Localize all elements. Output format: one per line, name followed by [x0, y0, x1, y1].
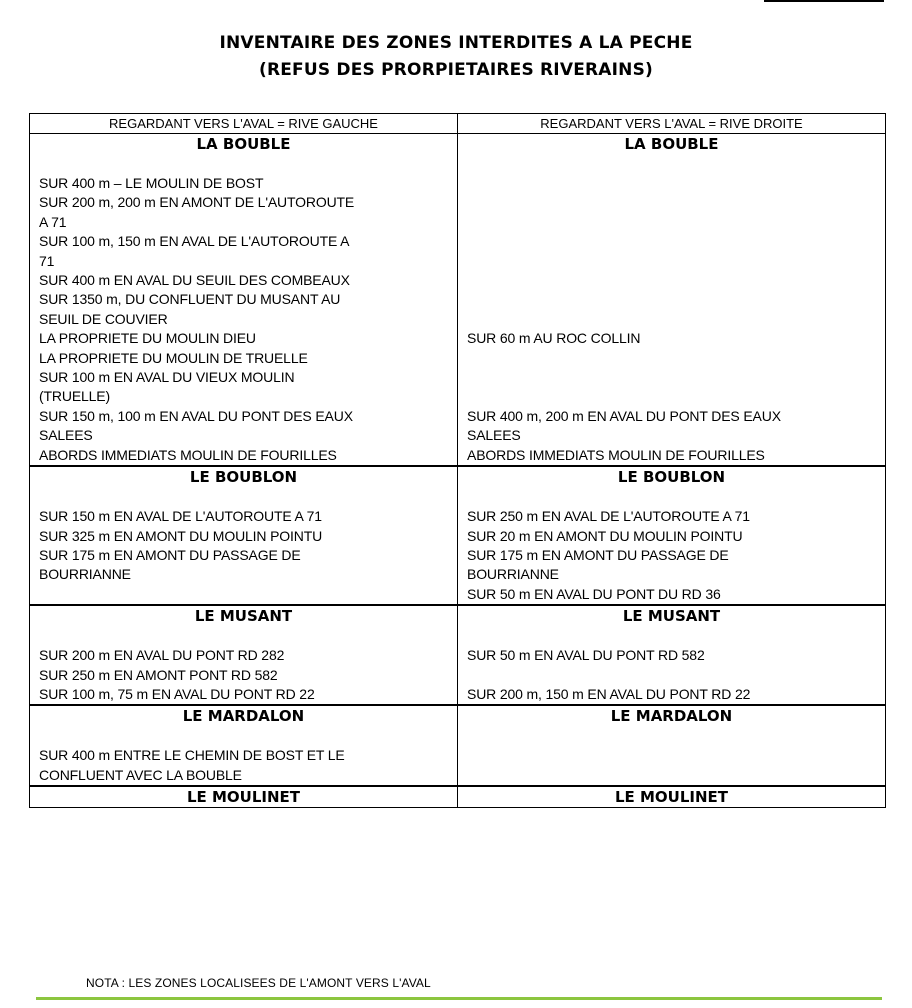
zone-line: LA PROPRIETE DU MOULIN DIEU: [39, 330, 256, 347]
river-spacer: [30, 626, 457, 646]
zone-line: SUR 400 m – LE MOULIN DE BOST: [39, 175, 264, 191]
zone-line: SUR 200 m, 150 m EN AVAL DU PONT RD 22: [467, 685, 751, 702]
zone-line: SUR 1350 m, DU CONFLUENT DU MUSANT AU: [39, 291, 341, 308]
river-cell-left: [30, 705, 458, 786]
zone-line: A 71: [39, 213, 67, 230]
zone-line: ABORDS IMMEDIATS MOULIN DE FOURILLES: [39, 446, 337, 463]
zone-line: SUR 100 m EN AVAL DU VIEUX MOULIN: [39, 369, 295, 386]
blank-line: [458, 368, 885, 387]
river-cell-right: [458, 705, 886, 786]
zone-line: SUR 400 m ENTRE LE CHEMIN DE BOST ET LE: [39, 747, 345, 764]
river-cell-left: [30, 134, 458, 467]
river-spacer: [458, 487, 885, 507]
section-row: [30, 605, 886, 705]
zone-line: ABORDS IMMEDIATS MOULIN DE FOURILLES: [467, 446, 765, 463]
zone-line: SUR 200 m EN AVAL DU PONT RD 282: [39, 647, 285, 664]
blank-line: [458, 174, 885, 193]
blank-line: [458, 193, 885, 212]
blank-line: [458, 290, 885, 309]
river-spacer: [30, 726, 457, 746]
river-spacer: [458, 154, 885, 174]
blank-line: [458, 232, 885, 251]
header-row: [30, 114, 886, 134]
zone-line: 71: [39, 252, 55, 269]
river-cell-left: [30, 786, 458, 808]
river-name: LE MARDALON: [182, 707, 305, 726]
river-cell-left: [30, 605, 458, 705]
zone-line: SUR 50 m EN AVAL DU PONT RD 582: [467, 647, 705, 664]
river-name: LA BOUBLE: [196, 135, 291, 153]
blank-line: [458, 349, 885, 368]
title-line-2: (REFUS DES PRORPIETAIRES RIVERAINS): [258, 60, 654, 80]
zone-line: SALEES: [467, 427, 521, 444]
river-cell-right: [458, 134, 886, 467]
blank-line: [458, 213, 885, 232]
river-name: LE MARDALON: [610, 707, 733, 726]
zones-table: [29, 113, 886, 808]
river-name: LE MUSANT: [622, 607, 721, 626]
river-name: LA BOUBLE: [624, 135, 719, 153]
zone-line: SUR 100 m, 150 m EN AVAL DE L'AUTOROUTE A: [39, 233, 350, 250]
header-left-bank: REGARDANT VERS L'AVAL = RIVE GAUCHE: [30, 114, 458, 134]
zone-line: LA PROPRIETE DU MOULIN DE TRUELLE: [39, 349, 308, 366]
zone-line: SUR 325 m EN AMONT DU MOULIN POINTU: [39, 527, 323, 544]
zone-line: SUR 250 m EN AVAL DE L'AUTOROUTE A 71: [467, 508, 750, 525]
zone-line: SUR 175 m EN AMONT DU PASSAGE DE: [467, 546, 729, 563]
section-row: [30, 705, 886, 786]
river-name: LE MUSANT: [194, 607, 293, 626]
zone-line: SEUIL DE COUVIER: [39, 310, 168, 327]
blank-line: [458, 252, 885, 271]
river-name: LE BOUBLON: [189, 468, 298, 487]
zone-line: SUR 400 m EN AVAL DU SEUIL DES COMBEAUX: [39, 272, 350, 289]
section-row: [30, 466, 886, 605]
zone-line: SUR 100 m, 75 m EN AVAL DU PONT RD 22: [39, 685, 315, 702]
blank-line: [458, 310, 885, 329]
river-name: LE MOULINET: [186, 788, 301, 807]
river-name: LE BOUBLON: [617, 468, 726, 487]
river-spacer: [458, 726, 885, 746]
zone-line: SUR 175 m EN AMONT DU PASSAGE DE: [39, 546, 301, 563]
section-row: [30, 134, 886, 467]
river-name: LE MOULINET: [614, 788, 729, 807]
blank-line: [458, 766, 885, 785]
zone-line: (TRUELLE): [39, 388, 110, 405]
zone-line: SUR 60 m AU ROC COLLIN: [467, 330, 641, 347]
zone-line: SUR 50 m EN AVAL DU PONT DU RD 36: [467, 585, 721, 602]
zone-line: BOURRIANNE: [467, 566, 559, 583]
blank-line: [458, 387, 885, 406]
river-cell-right: [458, 605, 886, 705]
zone-line: SUR 200 m, 200 m EN AMONT DE L'AUTOROUTE: [39, 194, 355, 211]
blank-line: [458, 746, 885, 765]
zone-line: SUR 150 m EN AVAL DE L'AUTOROUTE A 71: [39, 508, 322, 525]
river-cell-right: [458, 466, 886, 605]
zone-line: SUR 20 m EN AMONT DU MOULIN POINTU: [467, 527, 743, 544]
blank-line: [30, 585, 457, 604]
river-spacer: [30, 154, 457, 174]
zones-body: [30, 134, 886, 808]
top-edge-mark: [764, 0, 884, 6]
blank-line: [458, 271, 885, 290]
header-right-bank: REGARDANT VERS L'AVAL = RIVE DROITE: [458, 114, 886, 134]
zone-line: CONFLUENT AVEC LA BOUBLE: [39, 766, 242, 783]
river-cell-right: [458, 786, 886, 808]
river-cell-left: [30, 466, 458, 605]
section-row: [30, 786, 886, 808]
blank-line: [458, 666, 885, 685]
zone-line: SUR 150 m, 100 m EN AVAL DU PONT DES EAUX: [39, 407, 353, 424]
zone-line: SUR 250 m EN AMONT PONT RD 582: [39, 666, 278, 683]
river-spacer: [458, 626, 885, 646]
zone-line: BOURRIANNE: [39, 566, 131, 583]
document-title: [0, 30, 912, 84]
footer-rule: [36, 997, 882, 1000]
river-spacer: [30, 487, 457, 507]
zone-line: SUR 400 m, 200 m EN AVAL DU PONT DES EAUX: [467, 407, 781, 424]
nota-note: NOTA : LES ZONES LOCALISEES DE L'AMONT VERS L'AVAL: [86, 976, 431, 990]
title-line-1: INVENTAIRE DES ZONES INTERDITES A LA PECHE: [219, 33, 693, 53]
zone-line: SALEES: [39, 427, 93, 444]
